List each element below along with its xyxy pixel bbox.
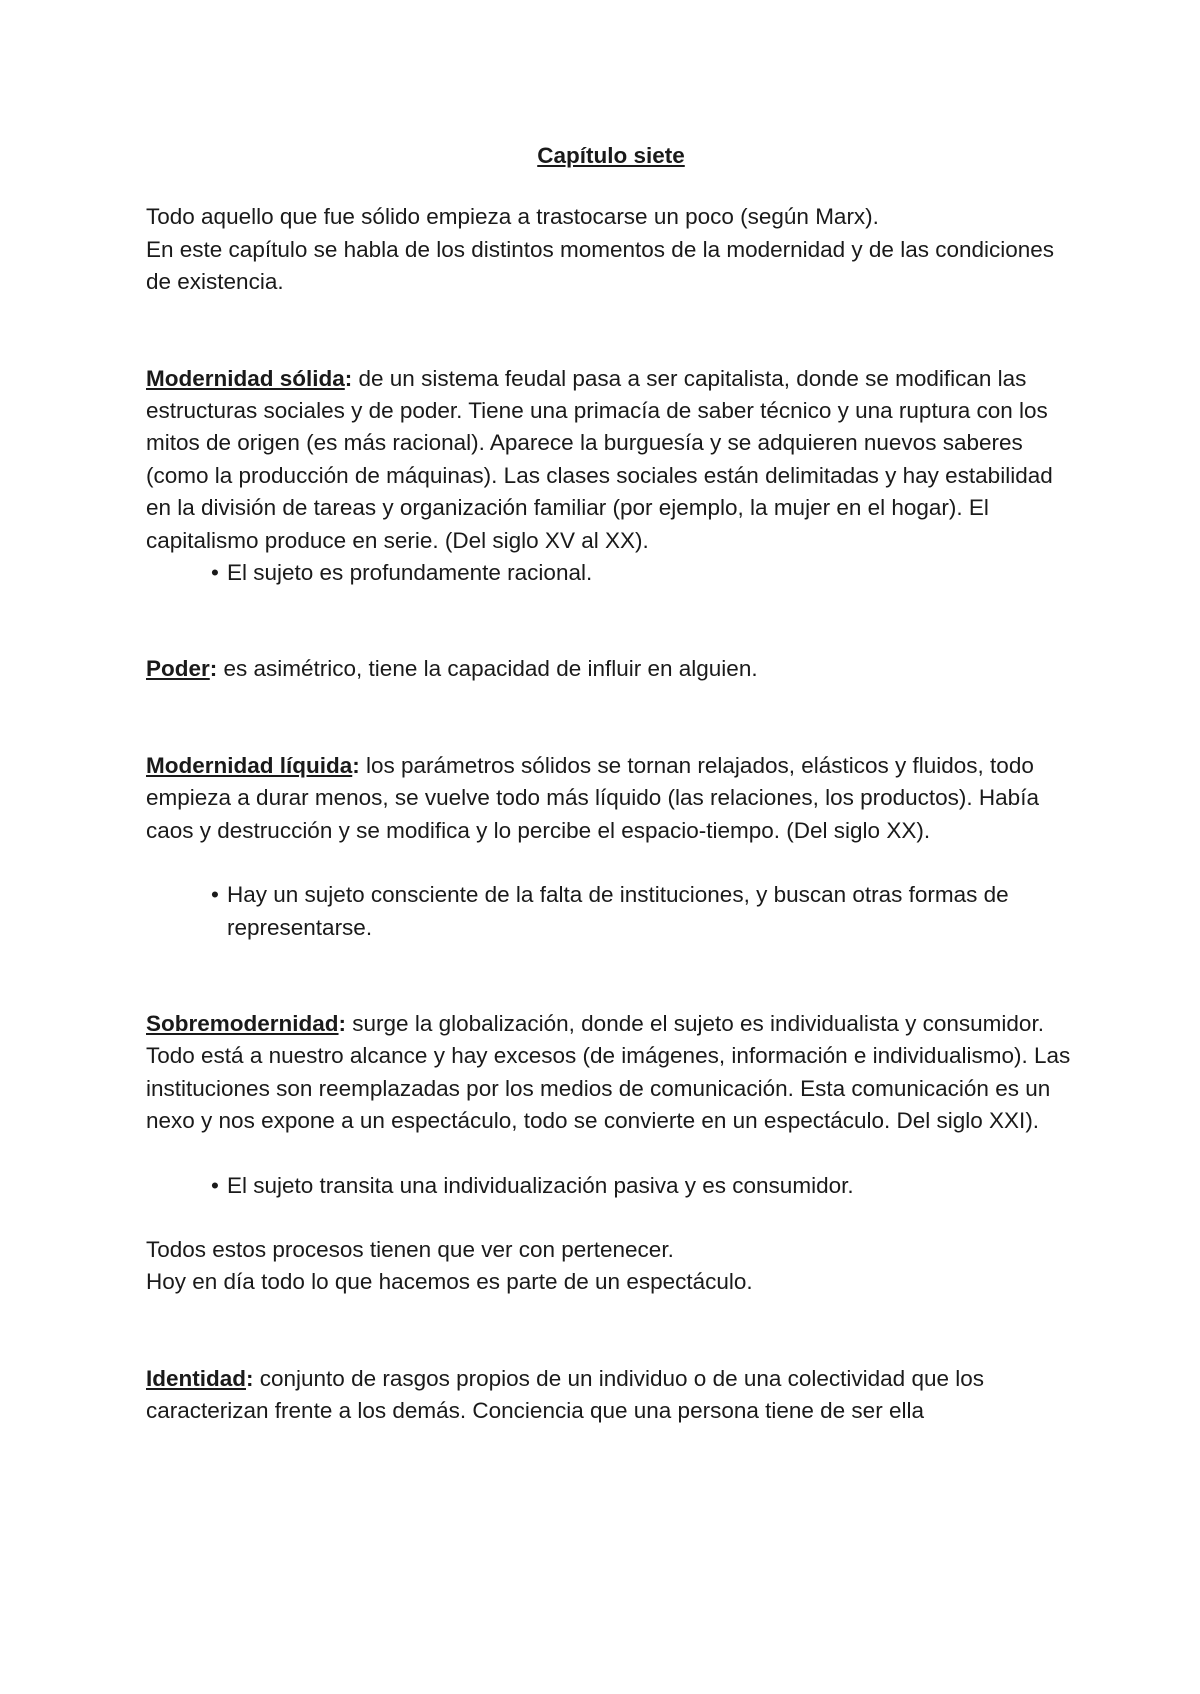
closing-line-2: Hoy en día todo lo que hacemos es parte de un espectáculo. bbox=[146, 1269, 753, 1295]
definition-poder: es asimétrico, tiene la capacidad de influir en alguien. bbox=[217, 656, 758, 682]
document-body bbox=[146, 140, 1076, 1428]
term-identidad: Identidad: bbox=[146, 1365, 254, 1391]
section-identidad bbox=[146, 1363, 1076, 1428]
definition-modernidad-solida: de un sistema feudal pasa a ser capitalista, donde se modifican las estructuras sociales y de poder. Tiene una primacía de saber técnico y una ruptura con los mitos de origen (es más racional). Aparece la burguesía y se adquieren nuevos saberes (como la producción de máquinas). Las clases sociales están delimitadas y hay estabilidad en la división de tareas y organización familiar (por ejemplo, la mujer en el hogar). El capitalismo produce en serie. (Del siglo XV al XX). bbox=[146, 365, 1053, 553]
definition-sobremodernidad: surge la globalización, donde el sujeto es individualista y consumidor. Todo está a nuestro alcance y hay excesos (de imágenes, información e individualismo). Las instituciones son reemplazadas por los medios de comunicación. Esta comunicación es un nexo y nos expone a un espectáculo, todo se convierte en un espectáculo. Del siglo XXI). bbox=[146, 1010, 1071, 1134]
definition-identidad: conjunto de rasgos propios de un individuo o de una colectividad que los caracterizan frente a los demás. Conciencia que una persona tiene de ser ella bbox=[146, 1365, 985, 1424]
bullet-sobremodernidad: • El sujeto transita una individualización pasiva y es consumidor. bbox=[201, 1170, 1076, 1202]
section-modernidad-liquida bbox=[146, 750, 1076, 847]
term-modernidad-liquida: Modernidad líquida: bbox=[146, 752, 360, 778]
bullet-icon: • bbox=[211, 560, 219, 586]
section-poder bbox=[146, 653, 1076, 685]
intro-line-2: En este capítulo se habla de los distintos momentos de la modernidad y de las condiciones de existencia. bbox=[146, 236, 1055, 295]
bullet-modernidad-liquida: • Hay un sujeto consciente de la falta de instituciones, y buscan otras formas de representarse. bbox=[201, 879, 1076, 944]
section-modernidad-solida bbox=[146, 363, 1076, 557]
term-sobremodernidad: Sobremodernidad: bbox=[146, 1010, 347, 1036]
intro-line-1: Todo aquello que fue sólido empieza a trastocarse un poco (según Marx). bbox=[146, 204, 879, 230]
term-modernidad-solida: Modernidad sólida: bbox=[146, 365, 353, 391]
definition-modernidad-liquida: los parámetros sólidos se tornan relajados, elásticos y fluidos, todo empieza a durar menos, se vuelve todo más líquido (las relaciones, los productos). Había caos y destrucción y se modifica y lo percibe el espacio-tiempo. (Del siglo XX). bbox=[146, 752, 1039, 843]
bullet-modernidad-solida: • El sujeto es profundamente racional. bbox=[201, 557, 1076, 589]
section-sobremodernidad bbox=[146, 1008, 1076, 1138]
bullet-icon: • bbox=[211, 1172, 219, 1198]
bullet-icon: • bbox=[211, 882, 219, 908]
chapter-title: Capítulo siete bbox=[537, 143, 685, 168]
term-poder: Poder: bbox=[146, 656, 218, 682]
closing-line-1: Todos estos procesos tienen que ver con pertenecer. bbox=[146, 1236, 674, 1262]
